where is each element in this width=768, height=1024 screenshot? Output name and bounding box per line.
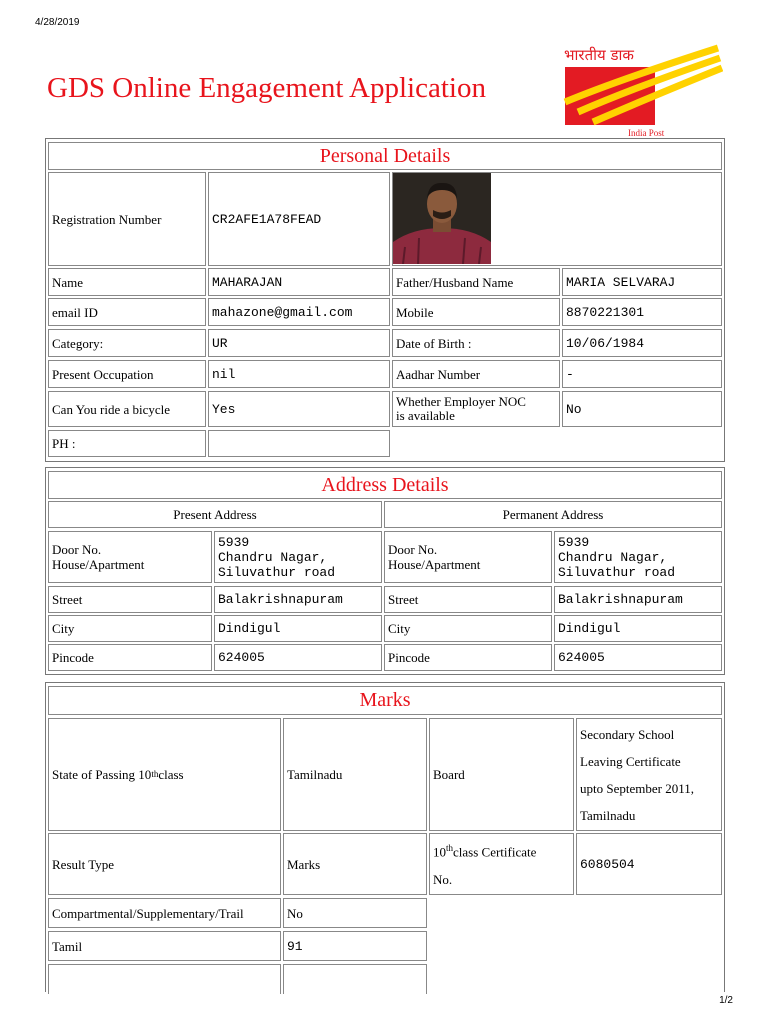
category-value: UR (208, 329, 390, 357)
occupation-value: nil (208, 360, 390, 388)
aadhar-label: Aadhar Number (392, 360, 560, 388)
india-post-logo (558, 40, 723, 140)
state-of-passing-label (48, 718, 281, 831)
cert-label-post: class Certificate No. (433, 844, 537, 887)
occupation-label: Present Occupation (48, 360, 206, 388)
photo-cell (392, 172, 722, 266)
board-label: Board (429, 718, 574, 831)
present-city-label: City (48, 615, 212, 642)
father-value: MARIA SELVARAJ (562, 268, 722, 296)
mobile-label: Mobile (392, 298, 560, 326)
state-label-pre: State of Passing 10 (52, 767, 152, 782)
present-street-value: Balakrishnapuram (214, 586, 382, 613)
state-of-passing-value: Tamilnadu (283, 718, 427, 831)
page-title: GDS Online Engagement Application (47, 72, 486, 104)
present-pincode-value: 624005 (214, 644, 382, 671)
tamil-label: Tamil (48, 931, 281, 961)
present-street-label: Street (48, 586, 212, 613)
ph-value (208, 430, 390, 457)
registration-value: CR2AFE1A78FEAD (208, 172, 390, 266)
permanent-city-value: Dindigul (554, 615, 722, 642)
present-city-value: Dindigul (214, 615, 382, 642)
certificate-number-value: 6080504 (576, 833, 722, 895)
registration-label: Registration Number (48, 172, 206, 266)
permanent-door-value: 5939 Chandru Nagar, Siluvathur road (554, 531, 722, 583)
present-address-heading: Present Address (48, 501, 382, 528)
aadhar-value: - (562, 360, 722, 388)
name-value: MAHARAJAN (208, 268, 390, 296)
mobile-value: 8870221301 (562, 298, 722, 326)
email-value: mahazone@gmail.com (208, 298, 390, 326)
noc-value: No (562, 391, 722, 427)
permanent-city-label: City (384, 615, 552, 642)
compartmental-label: Compartmental/Supplementary/Trail (48, 898, 281, 928)
next-subject-value (283, 964, 427, 994)
present-door-value: 5939 Chandru Nagar, Siluvathur road (214, 531, 382, 583)
permanent-street-value: Balakrishnapuram (554, 586, 722, 613)
bicycle-value: Yes (208, 391, 390, 427)
ph-label: PH : (48, 430, 206, 457)
board-value: Secondary School Leaving Certificate upto September 2011, Tamilnadu (576, 718, 722, 831)
noc-label: Whether Employer NOC is available (392, 391, 560, 427)
state-label-sup: th (151, 769, 159, 779)
present-door-label: Door No. House/Apartment (48, 531, 212, 583)
cert-label-sup: th (446, 843, 454, 854)
tamil-value: 91 (283, 931, 427, 961)
logo-english-text: India Post (628, 128, 665, 138)
permanent-door-label: Door No. House/Apartment (384, 531, 552, 583)
permanent-pincode-value: 624005 (554, 644, 722, 671)
permanent-address-heading: Permanent Address (384, 501, 722, 528)
present-pincode-label: Pincode (48, 644, 212, 671)
logo-hindi-text: भारतीय डाक (564, 46, 634, 64)
cert-label-pre: 10 (433, 844, 446, 860)
state-label-post: class (158, 767, 184, 782)
result-type-label: Result Type (48, 833, 281, 895)
next-subject-label (48, 964, 281, 994)
result-type-value: Marks (283, 833, 427, 895)
print-date: 4/28/2019 (35, 17, 80, 28)
address-details-heading: Address Details (48, 471, 722, 499)
dob-label: Date of Birth : (392, 329, 560, 357)
email-label: email ID (48, 298, 206, 326)
permanent-pincode-label: Pincode (384, 644, 552, 671)
dob-value: 10/06/1984 (562, 329, 722, 357)
compartmental-value: No (283, 898, 427, 928)
marks-heading: Marks (48, 686, 722, 715)
certificate-number-label (429, 833, 574, 895)
page-number: 1/2 (719, 995, 733, 1006)
name-label: Name (48, 268, 206, 296)
personal-details-heading: Personal Details (48, 142, 722, 170)
bicycle-label: Can You ride a bicycle (48, 391, 206, 427)
category-label: Category: (48, 329, 206, 357)
father-label: Father/Husband Name (392, 268, 560, 296)
permanent-street-label: Street (384, 586, 552, 613)
